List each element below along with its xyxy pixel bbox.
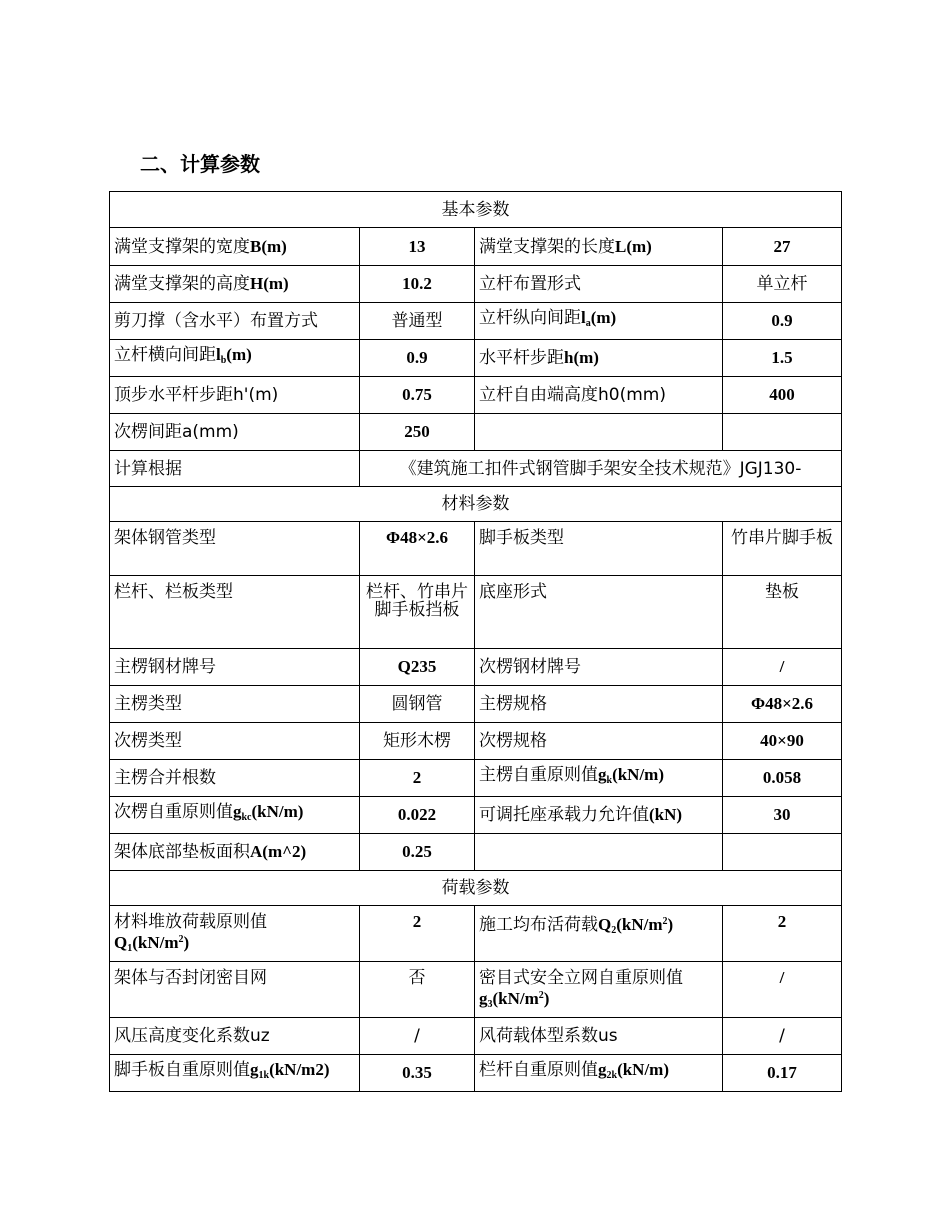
table-row	[110, 576, 842, 649]
param-value: /	[723, 649, 842, 686]
param-value: 垫板	[723, 576, 842, 649]
param-label: 风压高度变化系数uz	[110, 1018, 360, 1055]
table-row	[110, 1055, 842, 1092]
table-row	[110, 522, 842, 576]
param-value: 400	[723, 377, 842, 414]
param-value: 普通型	[360, 303, 475, 340]
table-row	[110, 414, 842, 451]
table-row	[110, 723, 842, 760]
param-value: /	[723, 1018, 842, 1055]
param-value: 0.35	[360, 1055, 475, 1092]
param-value: 0.9	[360, 340, 475, 377]
param-value: 40×90	[723, 723, 842, 760]
param-label: 脚手板自重原则值$g_{1k}(kN/m2)$	[110, 1055, 360, 1092]
param-value: 单立杆	[723, 266, 842, 303]
section-heading: 二、计算参数	[140, 152, 260, 176]
param-label: 材料堆放荷载原则值 $Q_1(kN/m^2)$	[110, 906, 360, 962]
param-value: 矩形木楞	[360, 723, 475, 760]
param-label: 剪刀撑（含水平）布置方式	[110, 303, 360, 340]
param-value: 竹串片脚手板	[723, 522, 842, 576]
param-value: 250	[360, 414, 475, 451]
param-value: 27	[723, 228, 842, 266]
param-value: 0.75	[360, 377, 475, 414]
param-label: 架体钢管类型	[110, 522, 360, 576]
param-label: 密目式安全立网自重原则值 $g_3(kN/m^2)$	[475, 962, 723, 1018]
param-label: 主楞类型	[110, 686, 360, 723]
param-value: 13	[360, 228, 475, 266]
table-row	[110, 834, 842, 871]
param-value: 30	[723, 797, 842, 834]
param-label: 次楞钢材牌号	[475, 649, 723, 686]
table-row	[110, 303, 842, 340]
param-value: 《建筑施工扣件式钢管脚手架安全技术规范》JGJ130-	[360, 451, 842, 487]
table-row	[110, 906, 842, 962]
table-row	[110, 451, 842, 487]
empty-cell	[475, 834, 723, 871]
param-value: 0.058	[723, 760, 842, 797]
empty-cell	[723, 414, 842, 451]
table-row	[110, 228, 842, 266]
param-label: 立杆横向间距$l_b(m)$	[110, 340, 360, 377]
param-label: 计算根据	[110, 451, 360, 487]
param-label: 主楞自重原则值$g_k(kN/m)$	[475, 760, 723, 797]
param-label: 水平杆步距h(m)	[475, 340, 723, 377]
param-label: 次楞规格	[475, 723, 723, 760]
param-value: 2	[360, 906, 475, 962]
table-row	[110, 649, 842, 686]
section-row-basic	[110, 192, 842, 228]
table-row	[110, 760, 842, 797]
param-value: Φ48×2.6	[360, 522, 475, 576]
param-value: 0.17	[723, 1055, 842, 1092]
param-value: /	[723, 962, 842, 1018]
param-label: 次楞自重原则值$g_{kc}(kN/m)$	[110, 797, 360, 834]
param-label: 施工均布活荷载$Q_2(kN/m^2)$	[475, 906, 723, 962]
param-label: 架体底部垫板面积A(m^2)	[110, 834, 360, 871]
section-title-load: 荷载参数	[110, 871, 842, 906]
table-row	[110, 377, 842, 414]
table-row	[110, 266, 842, 303]
param-value: 0.022	[360, 797, 475, 834]
param-label: 满堂支撑架的长度L(m)	[475, 228, 723, 266]
param-label: 满堂支撑架的宽度B(m)	[110, 228, 360, 266]
section-title-basic: 基本参数	[110, 192, 842, 228]
param-label: 次楞间距a(mm)	[110, 414, 360, 451]
empty-cell	[475, 414, 723, 451]
table-row	[110, 797, 842, 834]
table-row	[110, 1018, 842, 1055]
param-label: 底座形式	[475, 576, 723, 649]
param-value: 2	[723, 906, 842, 962]
param-label: 顶步水平杆步距h'(m)	[110, 377, 360, 414]
param-label: 可调托座承载力允许值(kN)	[475, 797, 723, 834]
param-value: 10.2	[360, 266, 475, 303]
param-label: 主楞规格	[475, 686, 723, 723]
param-value: 2	[360, 760, 475, 797]
param-label: 栏杆自重原则值$g_{2k}(kN/m)$	[475, 1055, 723, 1092]
param-value: 1.5	[723, 340, 842, 377]
param-value: 否	[360, 962, 475, 1018]
table-row	[110, 340, 842, 377]
param-label: 栏杆、栏板类型	[110, 576, 360, 649]
calculation-parameters-table	[109, 191, 842, 1092]
param-value: 圆钢管	[360, 686, 475, 723]
param-label: 次楞类型	[110, 723, 360, 760]
table-row	[110, 686, 842, 723]
param-label: 主楞钢材牌号	[110, 649, 360, 686]
param-label: 主楞合并根数	[110, 760, 360, 797]
section-row-material	[110, 487, 842, 522]
section-row-load	[110, 871, 842, 906]
param-value: 0.9	[723, 303, 842, 340]
param-label: 架体与否封闭密目网	[110, 962, 360, 1018]
param-label: 立杆布置形式	[475, 266, 723, 303]
param-label: 脚手板类型	[475, 522, 723, 576]
param-value: 栏杆、竹串片脚手板挡板	[360, 576, 475, 649]
param-value: Φ48×2.6	[723, 686, 842, 723]
param-value: 0.25	[360, 834, 475, 871]
empty-cell	[723, 834, 842, 871]
param-value: Q235	[360, 649, 475, 686]
param-label: 风荷载体型系数us	[475, 1018, 723, 1055]
param-value: /	[360, 1018, 475, 1055]
table-row	[110, 962, 842, 1018]
param-label: 立杆纵向间距$l_a(m)$	[475, 303, 723, 340]
param-label: 满堂支撑架的高度H(m)	[110, 266, 360, 303]
param-label: 立杆自由端高度h0(mm)	[475, 377, 723, 414]
section-title-material: 材料参数	[110, 487, 842, 522]
